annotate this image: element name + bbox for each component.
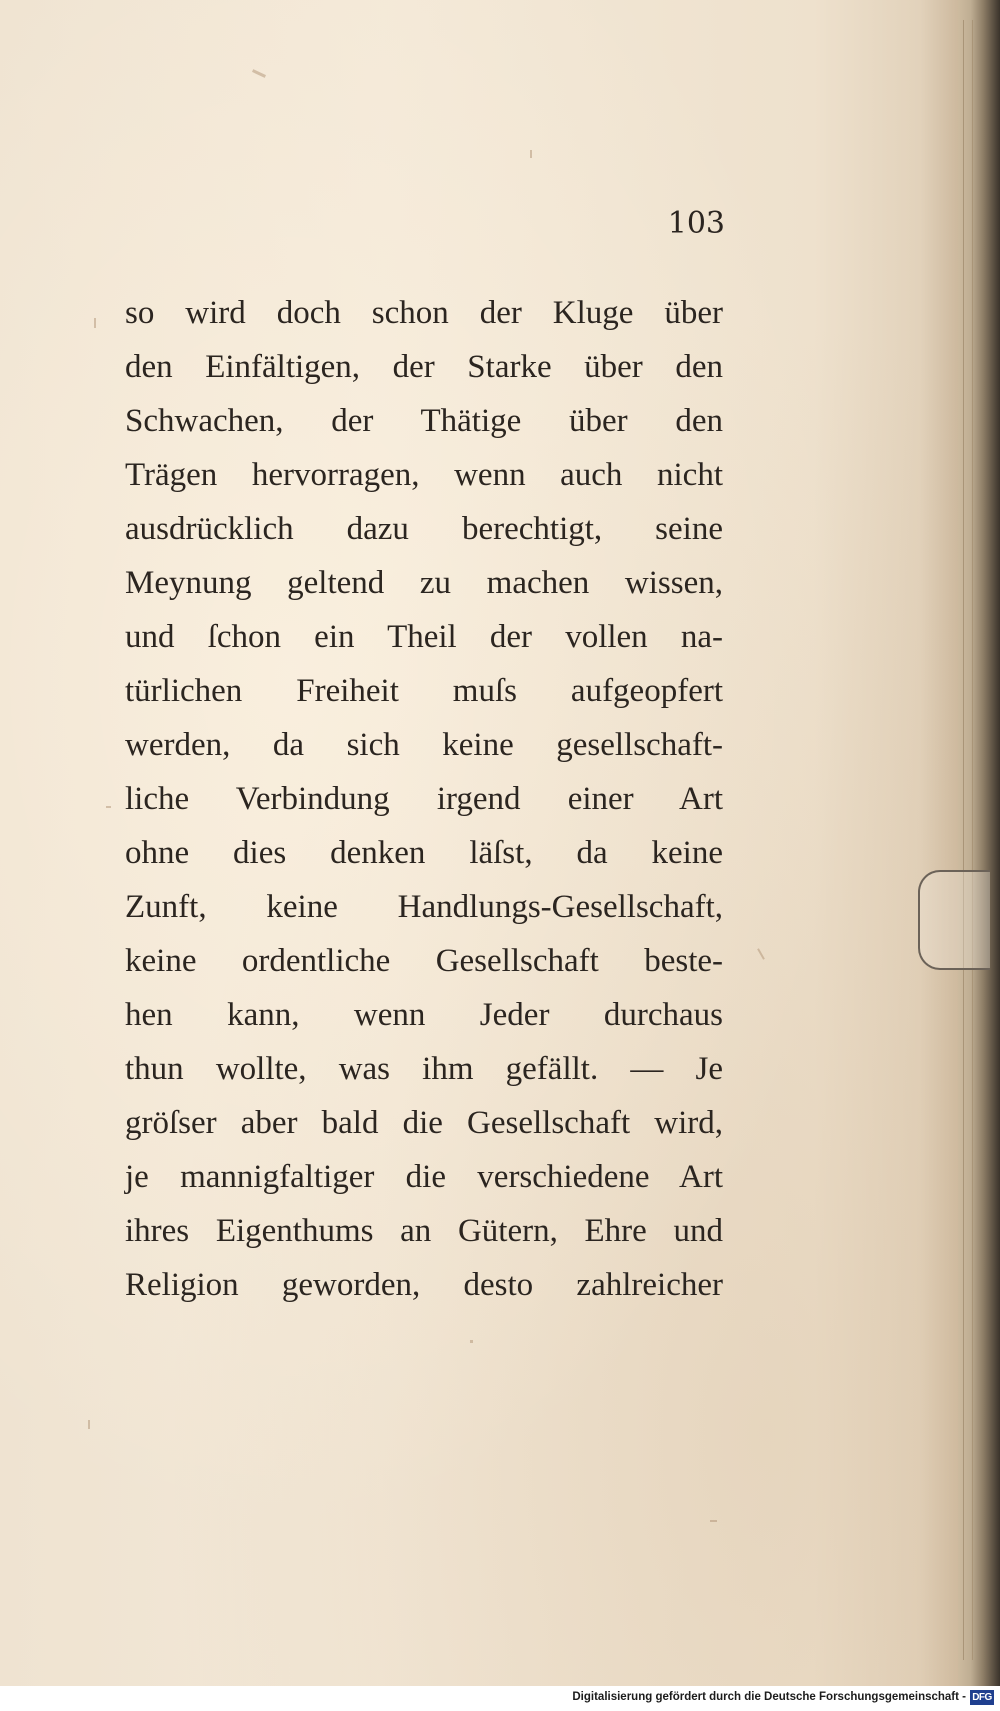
body-text: [125, 286, 723, 1326]
text-line: ausdrücklich dazu berechtigt, seine: [125, 511, 723, 547]
text-line: je mannigfaltiger die verschiedene Art: [125, 1159, 723, 1195]
funding-credit: Digitalisierung gefördert durch die Deutsche Forschungsgemeinschaft -: [572, 1691, 966, 1703]
paper-speck: [710, 1520, 717, 1522]
text-line: Religion geworden, desto zahlreicher: [125, 1267, 723, 1303]
paper-speck: [88, 1420, 90, 1429]
clip-tab: [918, 870, 990, 970]
text-line: keine ordentliche Gesellschaft beste-: [125, 943, 723, 979]
text-line: Trägen hervorragen, wenn auch nicht: [125, 457, 723, 493]
text-line: ohne dies denken läſst, da keine: [125, 835, 723, 871]
footer-bar: [0, 1686, 1000, 1711]
text-line: und ſchon ein Theil der vollen na-: [125, 619, 723, 655]
paper-speck: [470, 1340, 473, 1343]
text-line: Zunft, keine Handlungs-Gesellschaft,: [125, 889, 723, 925]
text-line: Meynung geltend zu machen wissen,: [125, 565, 723, 601]
paper-speck: [757, 948, 765, 959]
text-line: liche Verbindung irgend einer Art: [125, 781, 723, 817]
text-line: so wird doch schon der Kluge über: [125, 295, 723, 331]
text-line: gröſser aber bald die Gesellschaft wird,: [125, 1105, 723, 1141]
text-line: Schwachen, der Thätige über den: [125, 403, 723, 439]
paper-speck: [94, 318, 96, 328]
text-line: den Einfältigen, der Starke über den: [125, 349, 723, 385]
text-line: türlichen Freiheit muſs aufgeopfert: [125, 673, 723, 709]
dfg-logo: DFG: [970, 1690, 994, 1705]
paper-speck: [106, 806, 111, 808]
text-line: thun wollte, was ihm gefällt. — Je: [125, 1051, 723, 1087]
page-stack-edge-lines: [963, 20, 973, 1660]
paper-speck: [252, 69, 266, 78]
paper-speck: [530, 150, 532, 158]
page-number: 103: [667, 206, 725, 241]
text-line: hen kann, wenn Jeder durchaus: [125, 997, 723, 1033]
text-line: werden, da sich keine gesellschaft-: [125, 727, 723, 763]
text-line: ihres Eigenthums an Gütern, Ehre und: [125, 1213, 723, 1249]
